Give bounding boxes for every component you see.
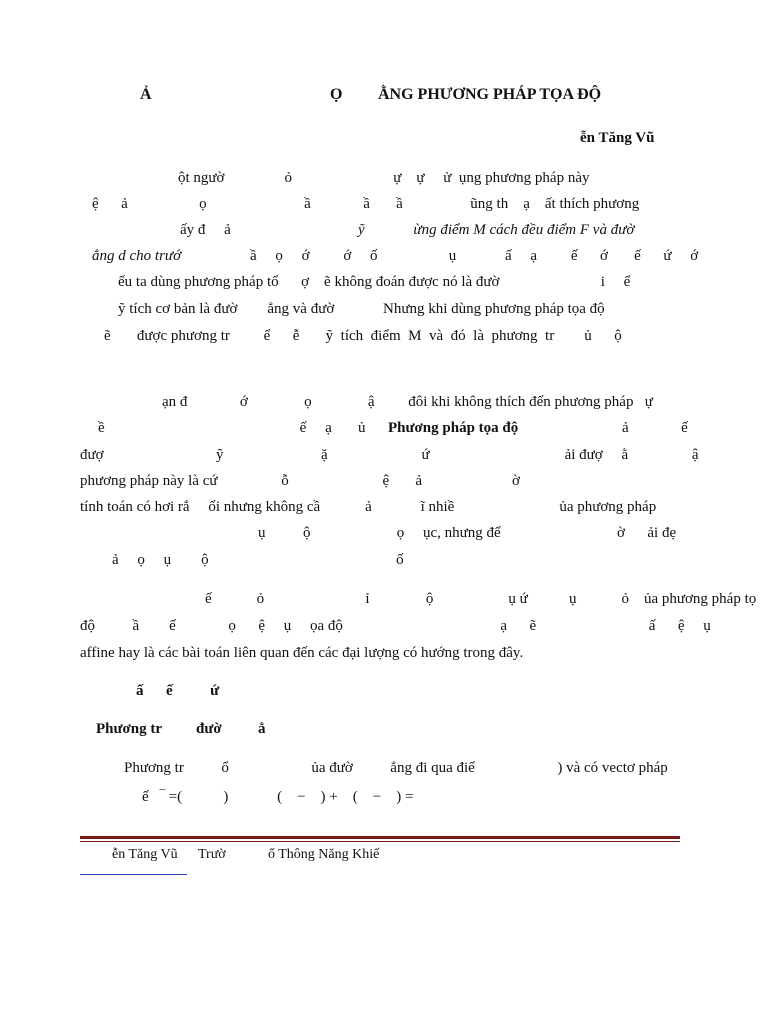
para1-line-4: ầ ọ ớ ớ ố ụ ấ ạ ế ớ ế ứ ớ [250, 248, 699, 264]
title-part-2: Ọ [330, 86, 343, 103]
para2-line-2-bold: Phương pháp tọa độ [388, 420, 519, 436]
para4-line-1: Phương tr ổ ủa đườ ẳng đi qua điể ) và có vectơ pháp [124, 760, 668, 776]
footer-rule-thin [80, 841, 680, 842]
para3-line-2: độ ầ ế ọ ệ ụ ọa độ ạ ẽ ấ ệ ụ [80, 618, 711, 634]
para4-formula: ế ‾ =( ) ( − ) + ( − ) = [142, 789, 414, 805]
para2-line-6: ụ ộ ọ ục, nhưng để ờ ải đẹ [258, 525, 677, 541]
para3-line-3: affine hay là các bài toán liên quan đến các đại lượng có hướng trong đây. [80, 645, 524, 661]
para2-line-2a: ề ế ạ ủ [98, 420, 366, 436]
section-heading: ấ ế ứ [136, 683, 220, 699]
para1-line-4-italic: ẳng d cho trướ [92, 248, 182, 264]
footer-school: Trườ [198, 847, 226, 862]
title-part-1: Ả [140, 86, 152, 103]
para1-line-7: ẽ được phương tr ể ễ ỹ tích điểm M và đó là phương tr ủ ộ [104, 328, 622, 344]
footer-link-underline[interactable] [80, 874, 187, 875]
footer-author: ễn Tăng Vũ [112, 847, 178, 862]
para2-line-1: ạn đ ớ ọ ậ đôi khi không thích đến phương pháp ự [162, 394, 653, 410]
para2-line-3: đượ ỹ ặ ứ ải đượ ằ ậ [80, 447, 699, 463]
para2-line-7: ả ọ ụ ộ ố [112, 552, 404, 568]
subheading-part-c: ẳ [258, 721, 266, 737]
para2-line-5: tính toán có hơi rắ ối nhưng không cầ ả ĩ nhiề ủa phương pháp [80, 499, 657, 515]
para2-line-4: phương pháp này là cứ ỗ ệ ả ờ [80, 473, 520, 489]
para2-line-2c: ả ế [622, 420, 688, 436]
para1-line-2: ệ ả ọ ầ ầ ầ ũng th ạ ất thích phương [92, 196, 640, 212]
para1-line-3: ấy đ ả [180, 222, 231, 238]
title-part-3: ẰNG PHƯƠNG PHÁP TỌA ĐỘ [378, 86, 602, 103]
para3-line-1: ế ỏ ỉ ộ ụ ứ ụ ỏ ủa phương pháp tọ [205, 591, 757, 607]
para1-line-6: ỹ tích cơ bản là đườ ẳng và đườ Nhưng khi dùng phương pháp tọa độ [118, 301, 605, 317]
para1-line-5: ếu ta dùng phương pháp tổ ợ ẽ không đoán được nó là đườ i ế [118, 274, 631, 290]
subheading-part-a: Phương tr [96, 721, 163, 737]
author-name: ễn Tăng Vũ [580, 130, 655, 146]
para1-line-3-italic: ỹ ừng điểm M cách đều điểm F và đườ [358, 222, 635, 238]
para1-line-1: ột ngườ ỏ ự ự ử ụng phương pháp này [178, 170, 590, 186]
footer-school-rest: ổ Thông Năng Khiế [268, 847, 380, 862]
subheading-part-b: đườ [196, 721, 222, 737]
footer-rule-thick [80, 836, 680, 839]
